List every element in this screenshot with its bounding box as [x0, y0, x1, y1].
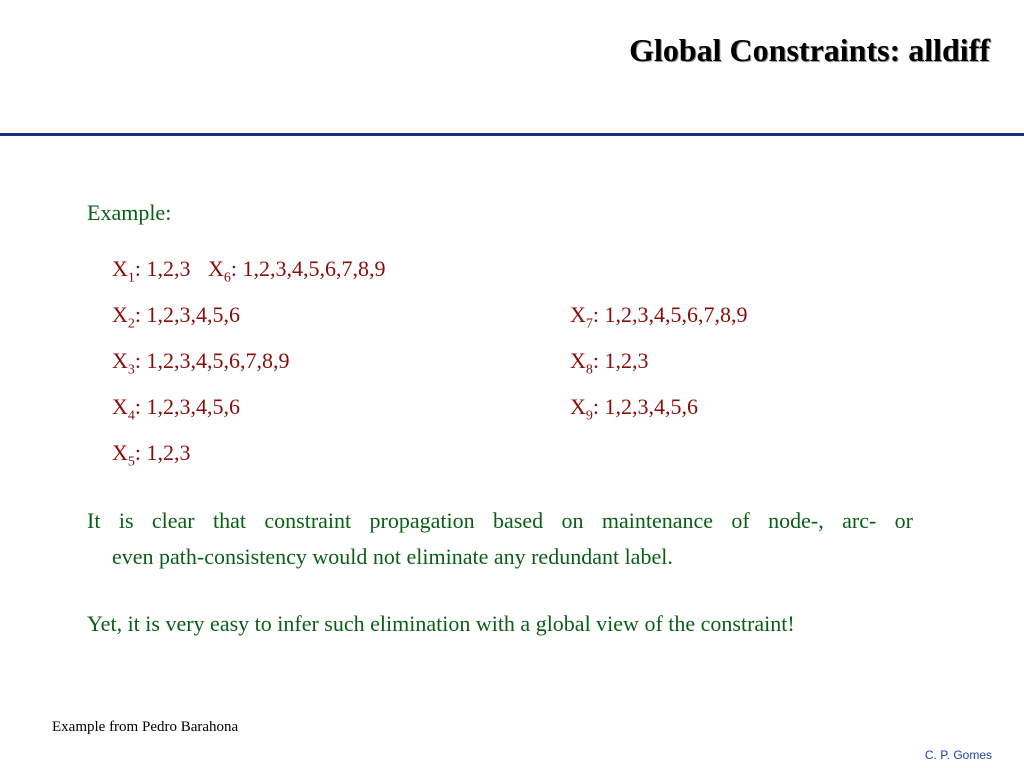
- variable-x2-domain: : 1,2,3,4,5,6: [134, 302, 241, 327]
- variable-x1: [112, 256, 191, 286]
- variable-x6: [208, 256, 386, 286]
- author-credit: C. P. Gomes: [924, 748, 992, 762]
- paragraph-global-view: Yet, it is very easy to infer such elimination with a global view of the constraint!: [87, 611, 795, 636]
- variable-x5-domain: : 1,2,3: [134, 440, 191, 465]
- variable-x5-sub: 5: [127, 454, 135, 470]
- variable-x7: [570, 302, 748, 332]
- variable-x7-name: X: [570, 302, 586, 327]
- variable-x3: [112, 348, 290, 378]
- variable-x2-name: X: [112, 302, 128, 327]
- variable-x8-domain: : 1,2,3: [592, 348, 649, 373]
- variable-x8-sub: 8: [585, 362, 593, 378]
- slide-title: Global Constraints: alldiff: [629, 32, 990, 68]
- variable-x3-sub: 3: [127, 362, 135, 378]
- paragraph-propagation: [87, 503, 913, 575]
- variable-x3-domain: : 1,2,3,4,5,6,7,8,9: [134, 348, 290, 373]
- variable-x4-domain: : 1,2,3,4,5,6: [134, 394, 241, 419]
- variable-x5-name: X: [112, 440, 128, 465]
- variable-x4-name: X: [112, 394, 128, 419]
- paragraph-propagation-line2: even path-consistency would not eliminate any redundant label.: [112, 544, 673, 569]
- variable-x2: [112, 302, 240, 332]
- variable-x1-name: X: [112, 256, 128, 281]
- variable-x3-name: X: [112, 348, 128, 373]
- variable-x1-domain: : 1,2,3: [134, 256, 191, 281]
- footnote: Example from Pedro Barahona: [52, 719, 239, 735]
- variable-x4: [112, 394, 240, 424]
- variable-x6-sub: 6: [223, 270, 231, 286]
- variable-x9-domain: : 1,2,3,4,5,6: [592, 394, 699, 419]
- variable-x8-name: X: [570, 348, 586, 373]
- variable-x6-domain: : 1,2,3,4,5,6,7,8,9: [230, 256, 386, 281]
- variable-x8: [570, 348, 649, 378]
- variable-x7-domain: : 1,2,3,4,5,6,7,8,9: [592, 302, 748, 327]
- variable-x9-name: X: [570, 394, 586, 419]
- paragraph-propagation-line1: It is clear that constraint propagation based on maintenance of node-, arc- or: [87, 508, 913, 533]
- variable-x7-sub: 7: [585, 316, 593, 332]
- variable-x9-sub: 9: [585, 408, 593, 424]
- variable-x6-name: X: [208, 256, 224, 281]
- example-label: Example:: [87, 200, 172, 225]
- variable-x9: [570, 394, 698, 424]
- variable-x1-sub: 1: [127, 270, 135, 286]
- variable-x4-sub: 4: [127, 408, 135, 424]
- title-divider: [0, 133, 1024, 136]
- variable-x5: [112, 440, 191, 470]
- variable-x2-sub: 2: [127, 316, 135, 332]
